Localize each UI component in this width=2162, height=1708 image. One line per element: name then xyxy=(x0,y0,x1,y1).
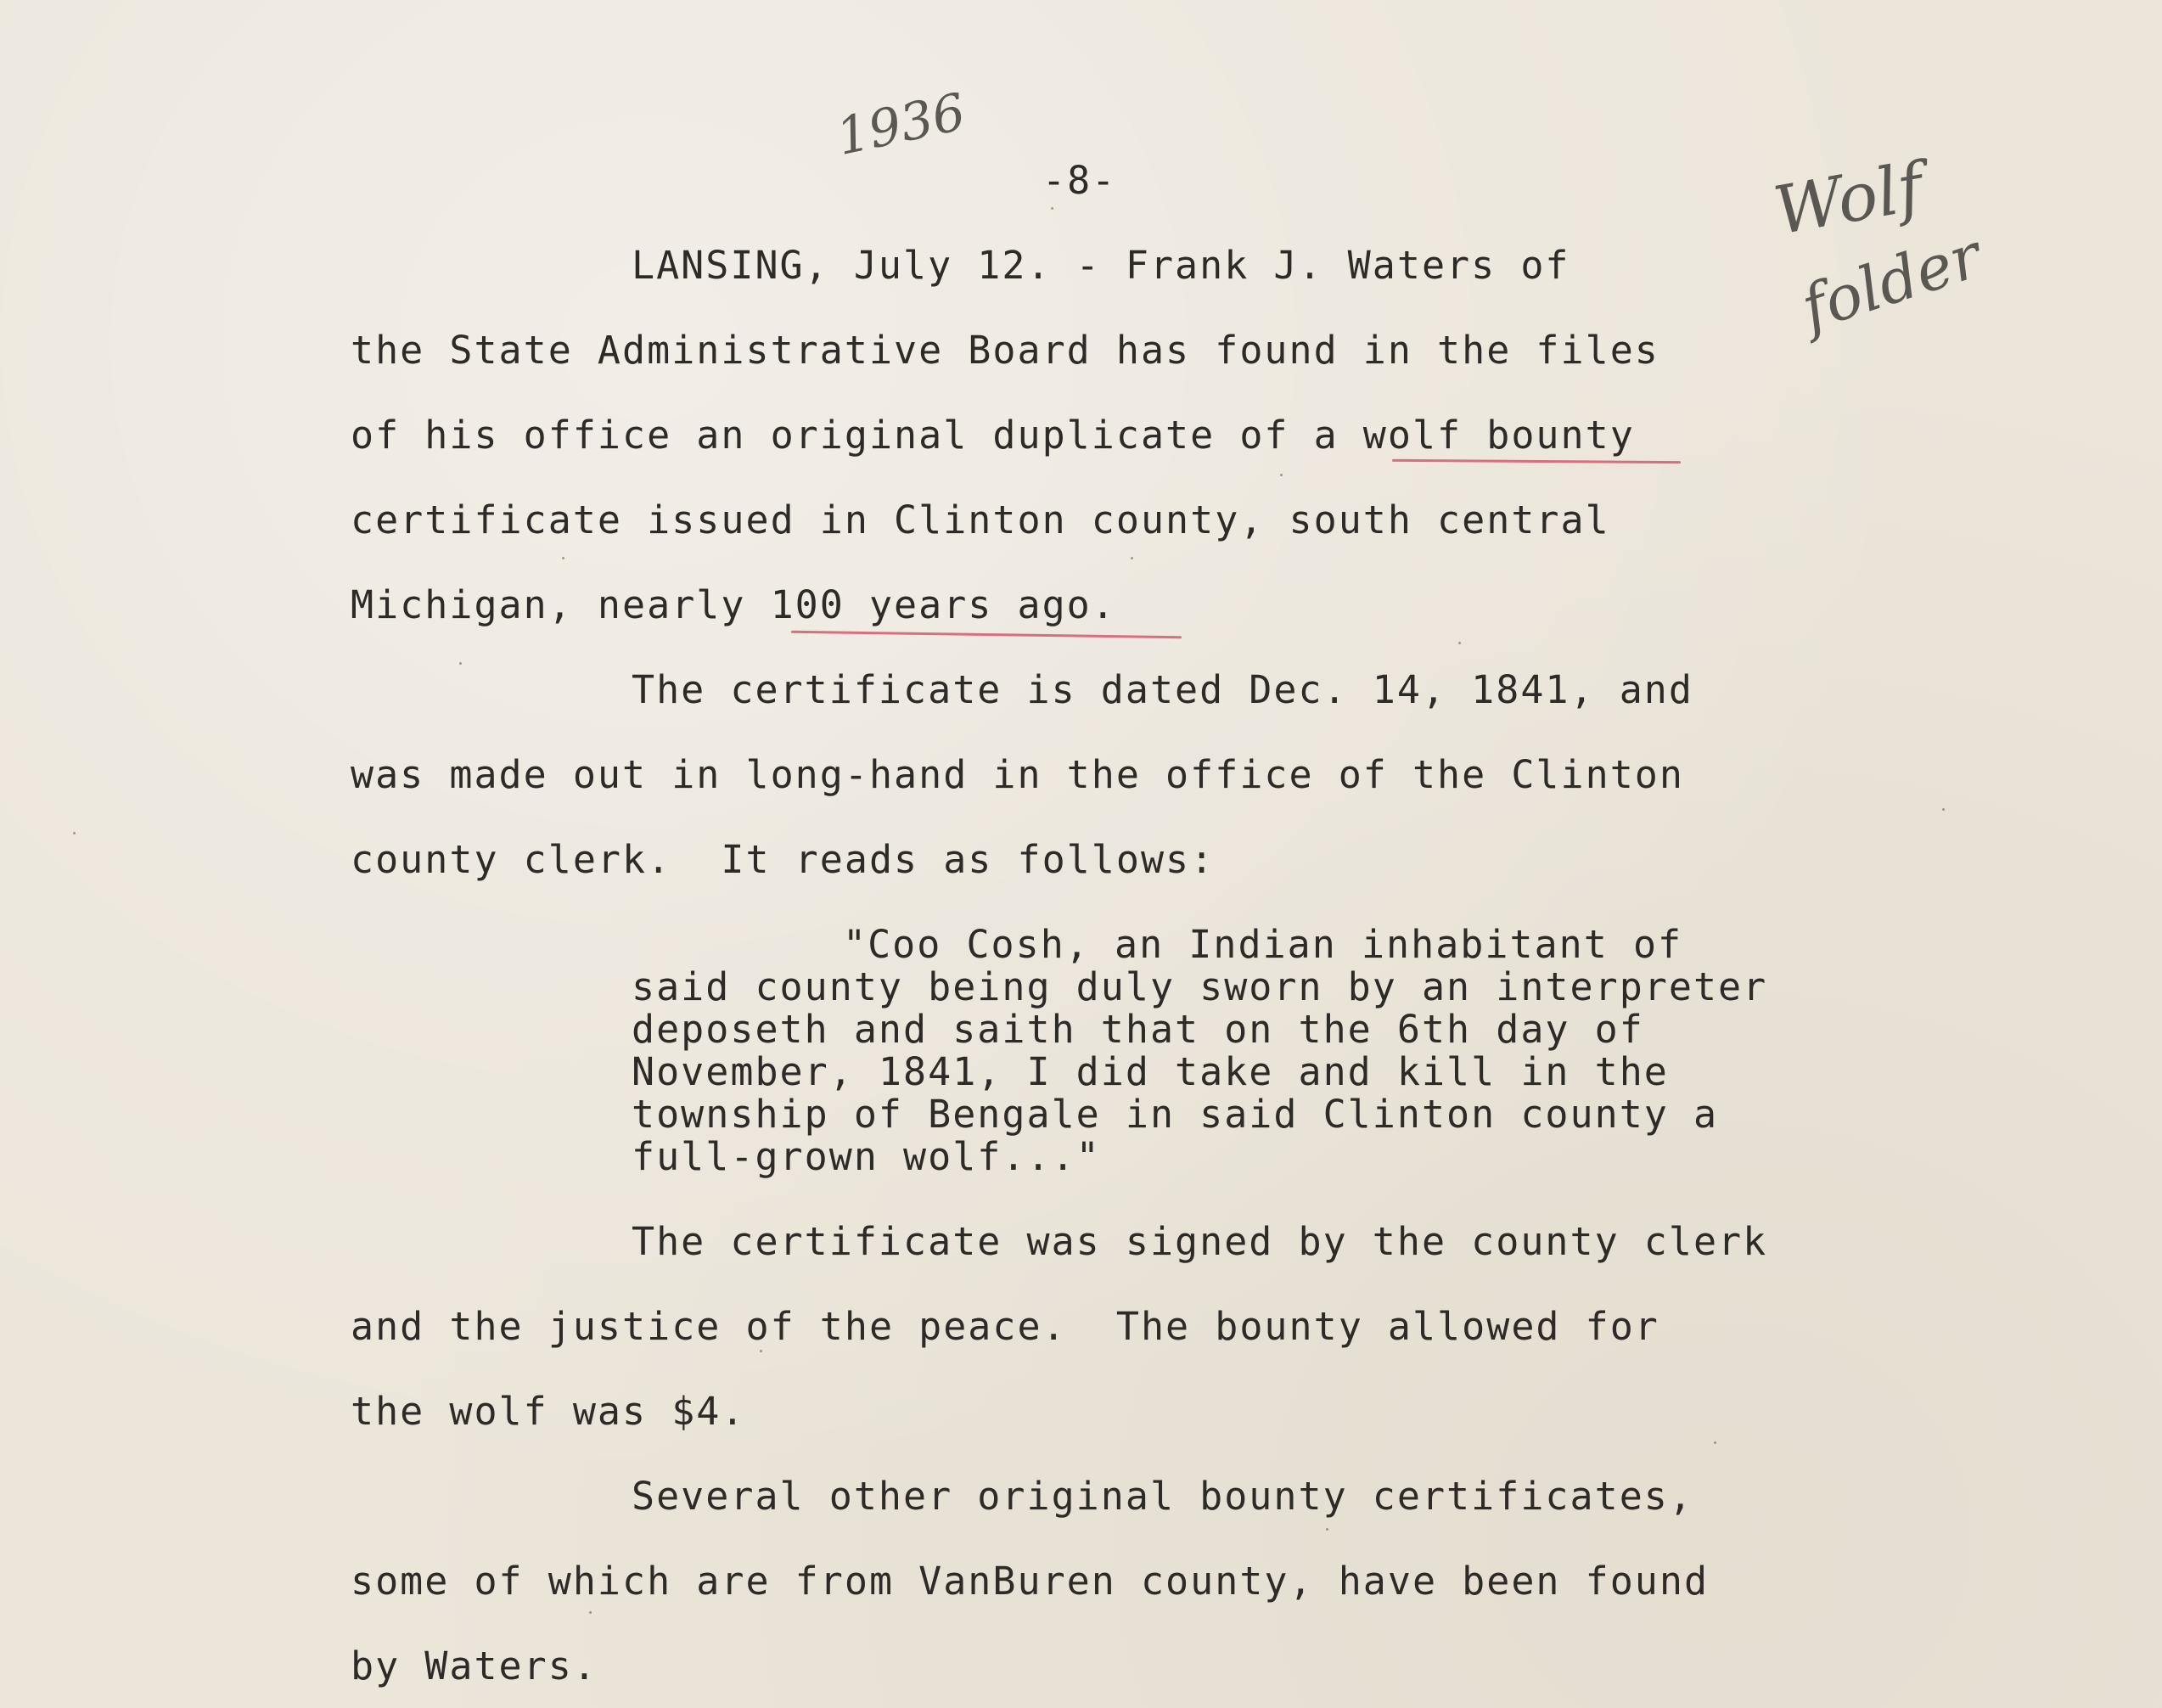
paragraph-1-line-2: the State Administrative Board has found in the files xyxy=(351,328,1659,373)
quote-line-1: "Coo Cosh, an Indian inhabitant of xyxy=(843,922,1683,967)
paper-speck xyxy=(760,1350,762,1352)
paragraph-4-line-1: Several other original bounty certificates, xyxy=(632,1474,1693,1519)
quote-line-6: full-grown wolf..." xyxy=(632,1134,1101,1179)
paper-speck xyxy=(1714,1441,1716,1444)
paper-speck xyxy=(1131,557,1133,559)
paper-speck xyxy=(1051,207,1053,210)
paragraph-3-line-2: and the justice of the peace. The bounty allowed for xyxy=(351,1304,1659,1349)
paper-speck xyxy=(1326,1528,1328,1531)
quote-line-2: said county being duly sworn by an interpreter xyxy=(632,964,1768,1009)
paragraph-1-line-1: LANSING, July 12. - Frank J. Waters of xyxy=(632,243,1570,288)
paragraph-1-line-3: of his office an original duplicate of a wolf bounty xyxy=(351,413,1635,458)
paper-speck xyxy=(1280,474,1283,476)
quote-line-4: November, 1841, I did take and kill in the xyxy=(632,1049,1669,1094)
handwritten-year: 1936 xyxy=(831,81,971,168)
handwritten-folder-label-line2: folder xyxy=(1793,219,1990,345)
handwritten-folder-label-line1: Wolf xyxy=(1768,149,1929,250)
paper-speck xyxy=(1942,808,1945,811)
paragraph-2-line-2: was made out in long-hand in the office of the Clinton xyxy=(351,752,1684,797)
wolf-bounty-underline xyxy=(1392,459,1681,464)
paragraph-2-line-3: county clerk. It reads as follows: xyxy=(351,837,1216,882)
paragraph-1-line-4: certificate issued in Clinton county, south central xyxy=(351,497,1610,542)
paragraph-4-line-2: some of which are from VanBuren county, have been found xyxy=(351,1559,1710,1604)
paper-speck xyxy=(562,557,564,559)
quote-line-3: deposeth and saith that on the 6th day of xyxy=(632,1007,1644,1052)
paragraph-1-line-5: Michigan, nearly 100 years ago. xyxy=(351,582,1116,627)
paper-speck xyxy=(459,662,462,665)
paper-speck xyxy=(589,1611,592,1614)
paragraph-3-line-1: The certificate was signed by the county clerk xyxy=(632,1219,1768,1264)
hundred-years-underline xyxy=(791,631,1182,638)
quote-line-5: township of Bengale in said Clinton county a xyxy=(632,1092,1719,1137)
paragraph-2-line-1: The certificate is dated Dec. 14, 1841, and xyxy=(632,667,1693,712)
paragraph-4-line-3: by Waters. xyxy=(351,1643,598,1688)
paper-speck xyxy=(1458,642,1461,644)
paper-speck xyxy=(73,832,76,834)
paragraph-3-line-3: the wolf was $4. xyxy=(351,1389,746,1434)
page-number: -8- xyxy=(1042,158,1117,203)
